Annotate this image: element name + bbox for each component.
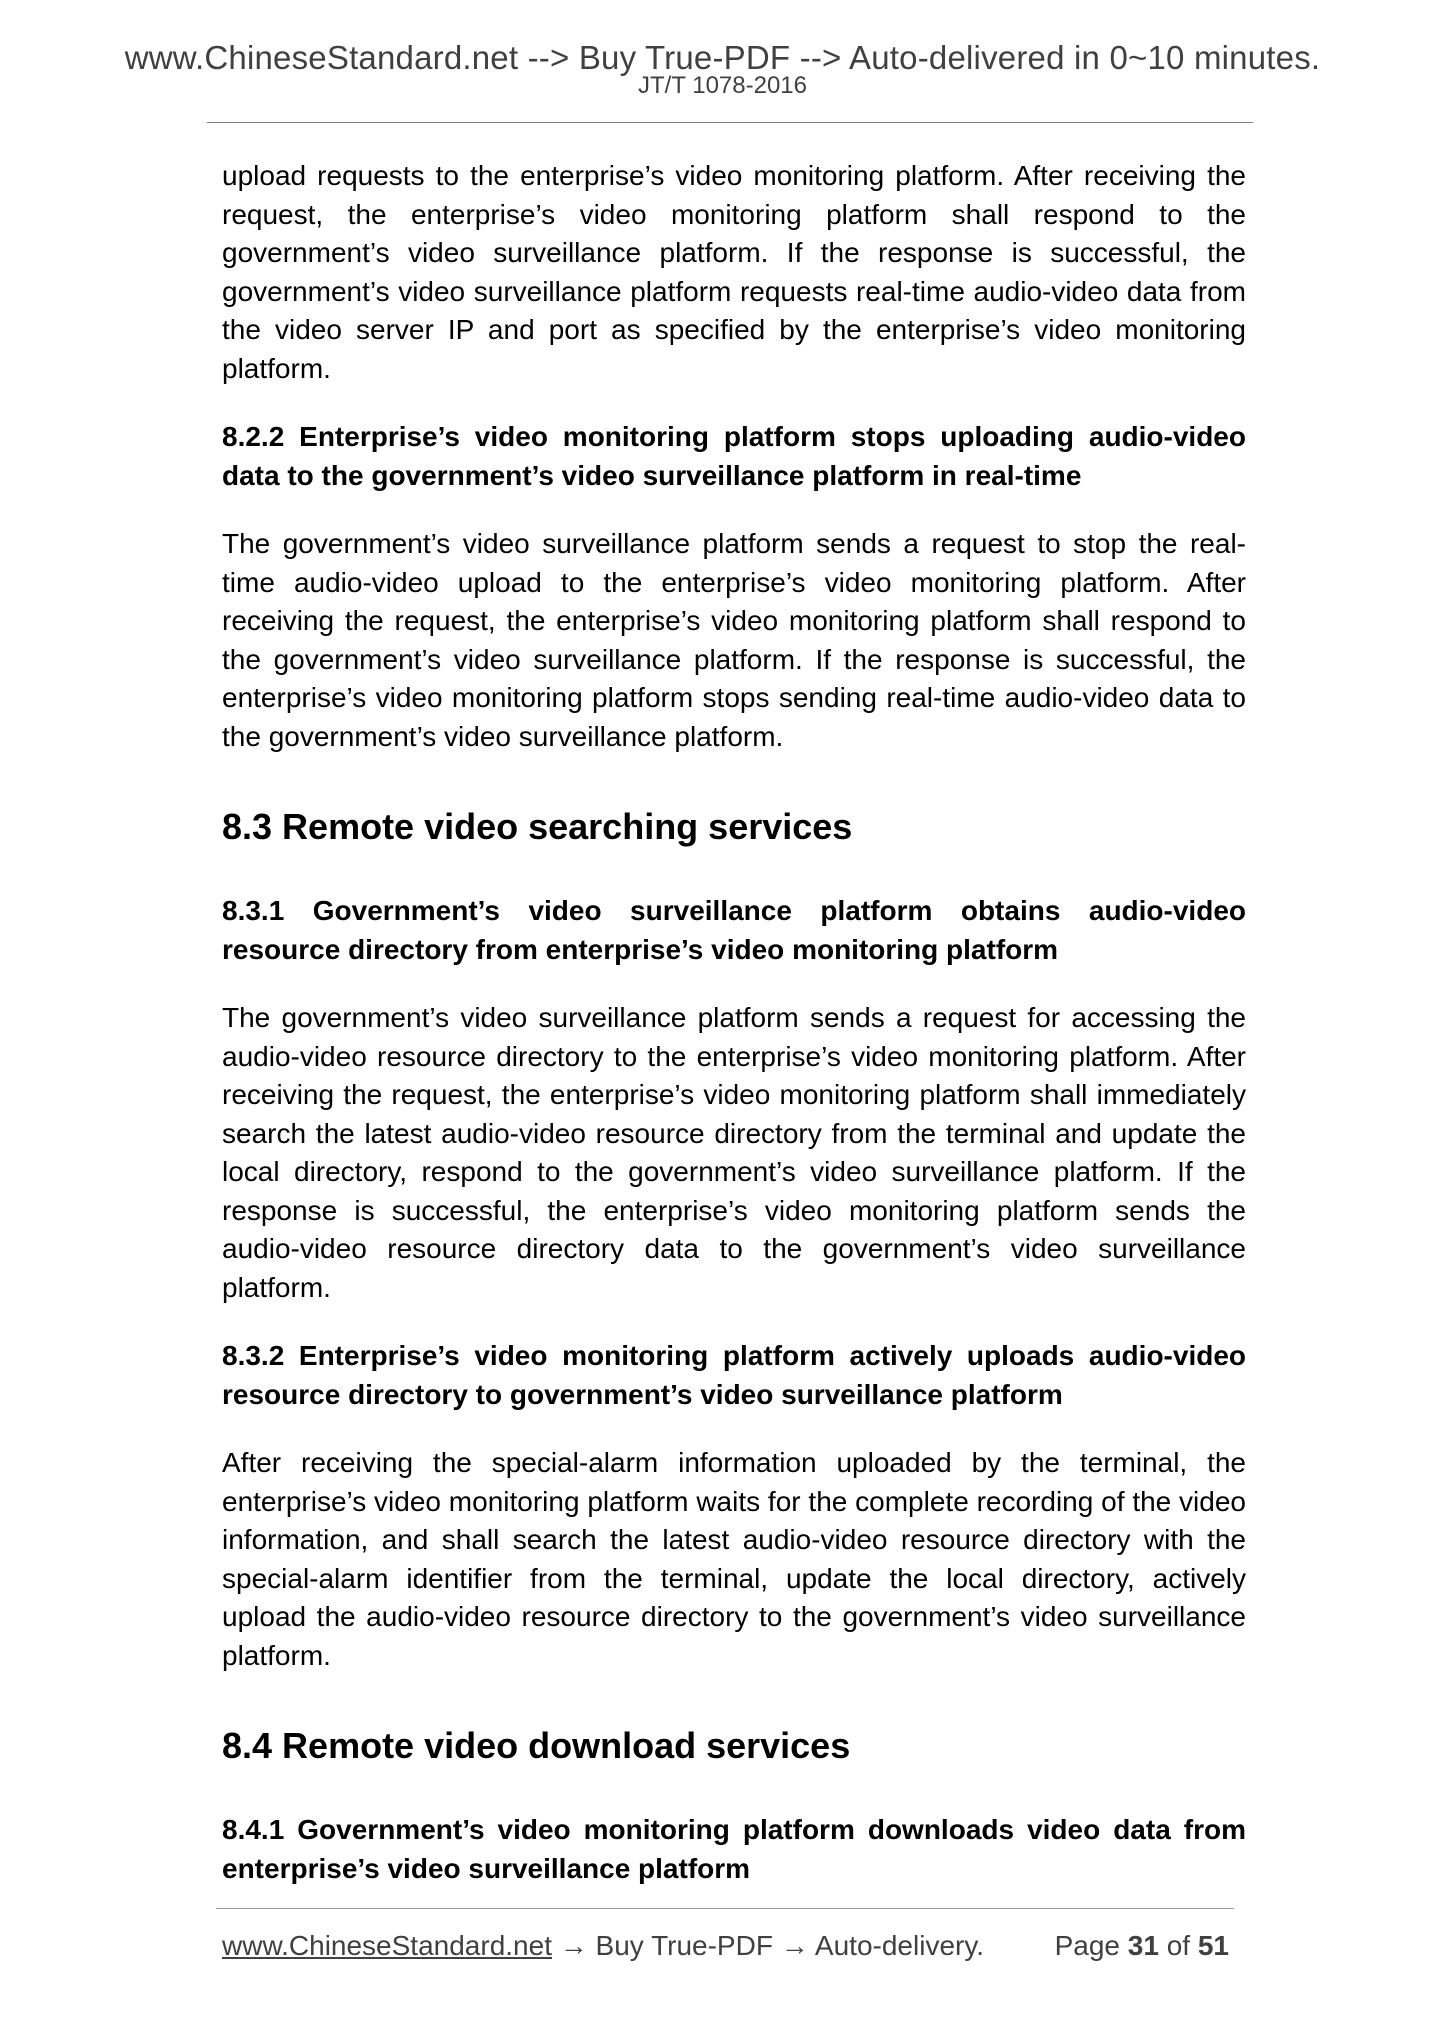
footer-delivery-text: → Buy True-PDF → Auto-delivery. — [551, 1930, 985, 1961]
heading-8-3: 8.3 Remote video searching services — [222, 806, 853, 847]
page-of: of — [1158, 1930, 1198, 1961]
heading-8-4-1: 8.4.1 Government’s video monitoring platform downloads video data from enterprise’s video surveillance platform — [222, 1814, 1246, 1884]
heading-8-3-2: 8.3.2 Enterprise’s video monitoring platform actively uploads audio-video resource directory to government’s video surveillance platform — [222, 1340, 1246, 1410]
header-divider — [207, 122, 1253, 123]
paragraph-8-2-1-continued: upload requests to the enterprise’s video monitoring platform. After receiving the request, the enterprise’s video monitoring platform shall respond to the government’s video surveillance platform. If the response is successful, the government’s video surveillance platform requests real-time audio-video data from the video server IP and port as specified by the enterprise’s video monitoring platform. — [222, 160, 1246, 384]
footer-divider — [216, 1908, 1234, 1909]
page-number — [1055, 1928, 1229, 1964]
page-current: 31 — [1127, 1930, 1159, 1961]
heading-8-3-1: 8.3.1 Government’s video surveillance platform obtains audio-video resource directory from enterprise’s video monitoring platform — [222, 895, 1246, 965]
footer-website-link[interactable]: www.ChineseStandard.net — [222, 1930, 552, 1961]
heading-8-4: 8.4 Remote video download services — [222, 1725, 851, 1766]
page-body — [222, 157, 1246, 1918]
page-label: Page — [1054, 1930, 1128, 1961]
heading-8-2-2: 8.2.2 Enterprise’s video monitoring platform stops uploading audio-video data to the government’s video surveillance platform in real-time — [222, 421, 1246, 491]
header-banner: www.ChineseStandard.net --> Buy True-PDF --> Auto-delivered in 0~10 minutes. — [124, 39, 1321, 76]
standard-code: JT/T 1078-2016 — [638, 72, 807, 99]
paragraph-8-3-1: The government’s video surveillance platform sends a request for accessing the audio-video resource directory to the enterprise’s video monitoring platform. After receiving the request, the enterprise’s video monitoring platform shall immediately search the latest audio-video resource directory from the terminal and update the local directory, respond to the government’s video surveillance platform. If the response is successful, the enterprise’s video monitoring platform sends the audio-video resource directory data to the government’s video surveillance platform. — [222, 1002, 1246, 1303]
page-total: 51 — [1197, 1930, 1229, 1961]
page-footer — [222, 1928, 1234, 1964]
footer-left — [222, 1928, 984, 1964]
paragraph-8-2-2: The government’s video surveillance platform sends a request to stop the real-time audio-video upload to the enterprise’s video monitoring platform. After receiving the request, the enterprise’s video monitoring platform shall respond to the government’s video surveillance platform. If the response is successful, the enterprise’s video monitoring platform stops sending real-time audio-video data to the government’s video surveillance platform. — [222, 528, 1246, 752]
paragraph-8-3-2: After receiving the special-alarm information uploaded by the terminal, the enterprise’s video monitoring platform waits for the complete recording of the video information, and shall search the latest audio-video resource directory with the special-alarm identifier from the terminal, update the local directory, actively upload the audio-video resource directory to the government’s video surveillance platform. — [222, 1447, 1246, 1671]
